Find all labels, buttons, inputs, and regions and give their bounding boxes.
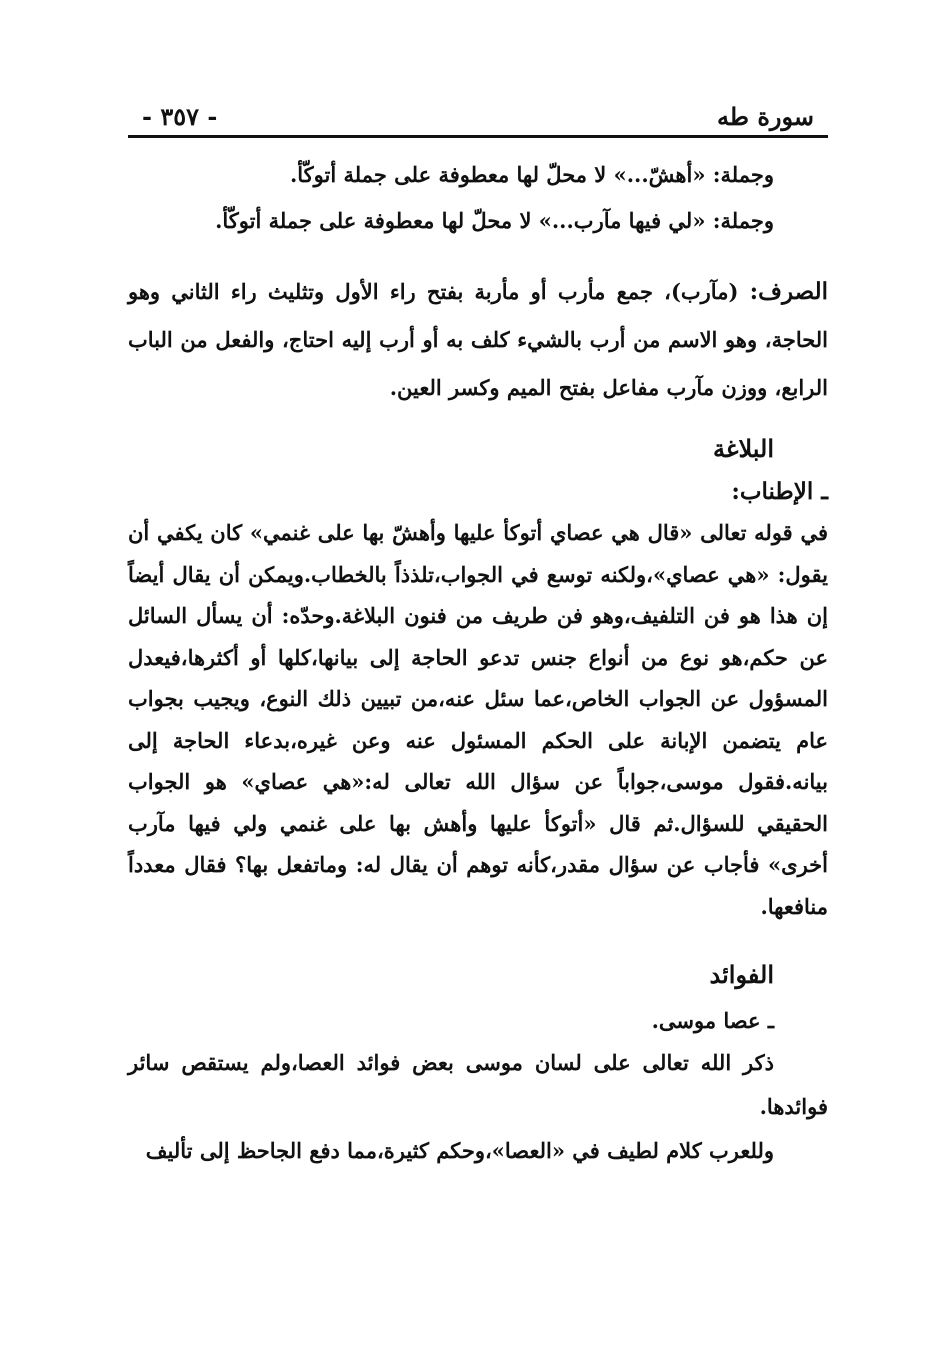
page-header: [128, 92, 828, 138]
sentence-line: وجملة: «لي فيها مآرب...» لا محلّ لها معطوفة على جملة أتوكّأ.: [215, 208, 774, 233]
balagha-text: في قوله تعالى «قال هي عصاي أتوكأ عليها وأهشّ بها على غنمي» كان يكفي أن يقول: «هي عصاي»،ولكنه توسع في الجواب،تلذذاً بالخطاب.ويمكن أن يقال أيضاً إن هذا هو فن التلفيف،وهو فن طريف من فنون البلاغة.وحدّه: أن يسأل السائل عن حكم،هو نوع من أنواع جنس تدعو الحاجة إلى بيانها،كلها أو أكثرها،فيعدل المسؤول عن الجواب الخاص،عما سئل عنه،من تبيين ذلك النوع، ويجيب بجواب عام يتضمن الإبانة على الحكم المسئول عنه وعن غيره،بدعاء الحاجة إلى بيانه.فقول موسى،جواباً عن سؤال الله تعالى له:«هي عصاي» هو الجواب الحقيقي للسؤال.ثم قال «أتوكأ عليها وأهش بها على غنمي ولي فيها مآرب أخرى» فأجاب عن سؤال مقدر،كأنه توهم أن يقال له: وماتفعل بها؟ فقال معدداً منافعها.: [128, 520, 828, 919]
sarf-text: (مآرب)، جمع مأرب أو مأربة بفتح راء الأول وتثليث راء الثاني وهو الحاجة، وهو الاسم من أرب بالشيء كلف به أو أرب إليه احتاج، والفعل من الباب الرابع، ووزن مآرب مفاعل بفتح الميم وكسر العين.: [128, 279, 828, 400]
sentence-lines: [128, 152, 828, 244]
sarf-section: [128, 268, 828, 412]
itnab-subheading: ـ الإطناب:: [731, 478, 828, 505]
balagha-heading: البلاغة: [713, 434, 774, 463]
surah-title: سورة طه: [717, 102, 814, 131]
fawaid-paragraph: ذكر الله تعالى على لسان موسى بعض فوائد العصا،ولم يستقص سائر فوائدها.: [128, 1050, 828, 1119]
book-page: [128, 92, 828, 1173]
page-number: - ٣٥٧ -: [142, 102, 218, 131]
fawaid-subheading: ـ عصا موسى.: [651, 1008, 774, 1033]
sentence-line: وجملة: «أهشّ...» لا محلّ لها معطوفة على جملة أتوكّأ.: [289, 162, 774, 187]
fawaid-heading: الفوائد: [709, 960, 774, 989]
fawaid-paragraph: وللعرب كلام لطيف في «العصا»،وحكم كثيرة،مما دفع الجاحظ إلى تأليف: [145, 1138, 774, 1163]
sarf-label: الصرف:: [749, 278, 828, 305]
